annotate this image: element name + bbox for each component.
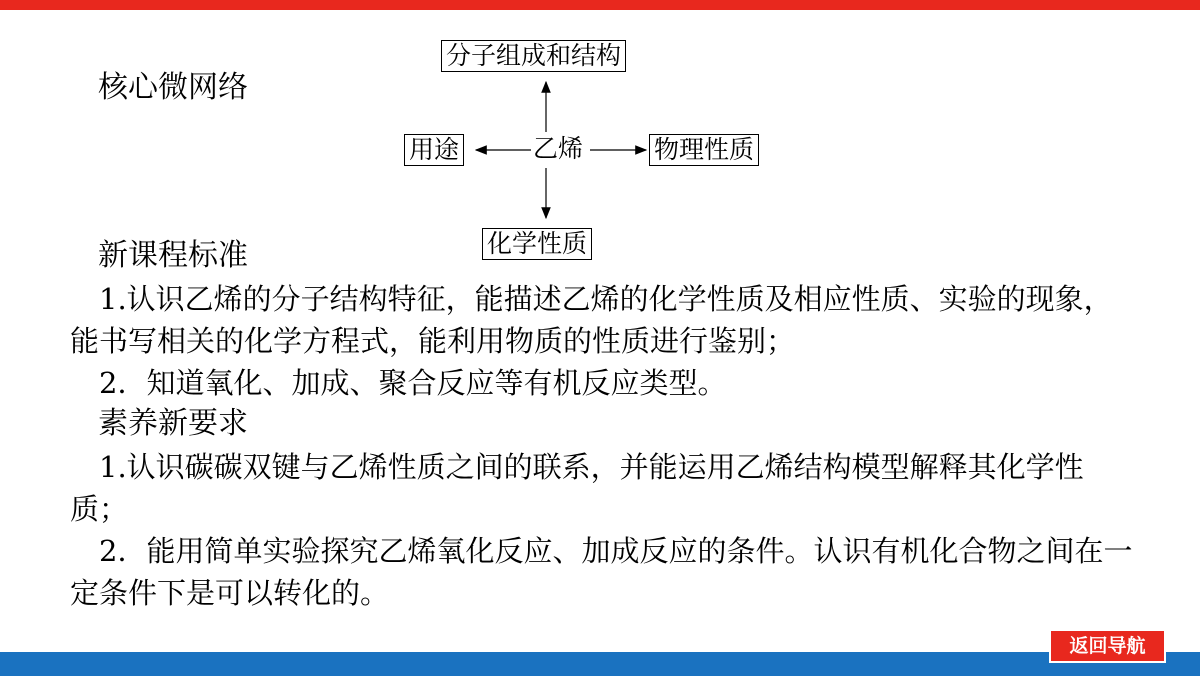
concept-diagram: [380, 34, 800, 266]
literacy-item-1: 1.认识碳碳双键与乙烯性质之间的联系，并能运用乙烯结构模型解释其化学性质；: [70, 450, 1084, 526]
standard-heading: 新课程标准: [98, 238, 248, 273]
top-accent-bar: [0, 0, 1200, 10]
standard-item-2: 2．知道氧化、加成、聚合反应等有机反应类型。: [99, 366, 727, 400]
diagram-node-uses: 用途: [404, 134, 464, 166]
bottom-accent-bar: [0, 652, 1200, 676]
standard-item-1: 1.认识乙烯的分子结构特征，能描述乙烯的化学性质及相应性质、实验的现象，能书写相关的化学方程式，能利用物质的性质进行鉴别；: [70, 282, 1113, 358]
diagram-center-ethylene: 乙烯: [533, 134, 584, 163]
literacy-item-2: 2．能用简单实验探究乙烯氧化反应、加成反应的条件。认识有机化合物之间在一定条件下是可以转化的。: [70, 534, 1133, 610]
diagram-node-physical: 物理性质: [649, 134, 759, 166]
diagram-node-structure: 分子组成和结构: [441, 40, 626, 72]
diagram-node-chemical: 化学性质: [482, 228, 592, 260]
network-heading: 核心微网络: [98, 70, 248, 105]
back-to-navigation-button[interactable]: 返回导航: [1049, 629, 1166, 663]
literacy-heading: 素养新要求: [98, 406, 248, 441]
